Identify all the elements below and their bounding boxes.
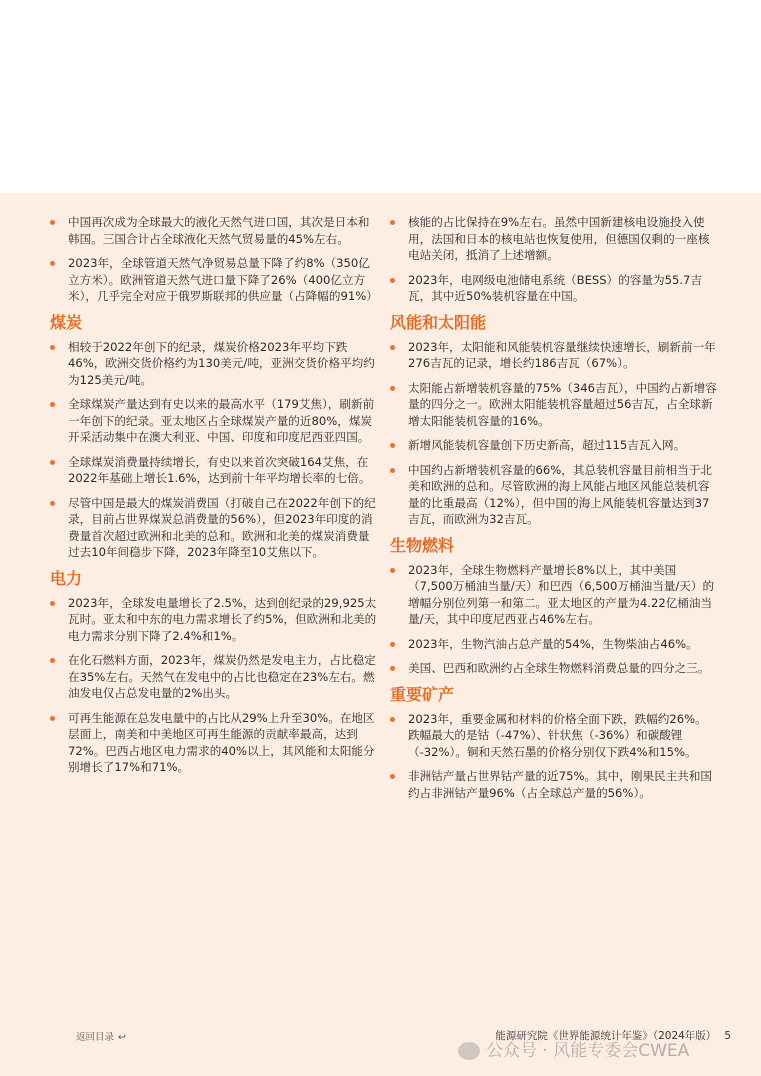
list-item: 2023年，全球生物燃料产量增长8%以上，其中美国（7,500万桶油当量/天）和巴西（6,500万桶油当量/天）的增幅分别位列第一和第二。亚太地区的产量为4.22亿桶油当量/天，其中印度尼西亚占46%左右。 [388, 562, 718, 628]
bullet-icon [50, 261, 55, 266]
bullet-icon [390, 717, 395, 722]
bullet-icon [50, 220, 55, 225]
bullet-icon [390, 468, 395, 473]
biofuel-list [388, 562, 718, 677]
bullet-icon [50, 601, 55, 606]
list-item: 尽管中国是最大的煤炭消费国（打破自己在2022年创下的纪录，目前占世界煤炭总消费量的56%），但2023年印度的消费量首次超过欧洲和北美的总和。欧洲和北美的煤炭消费量过去10年间稳步下降，2023年降至10艾焦以下。 [48, 495, 378, 561]
list-item: 全球煤炭产量达到有史以来的最高水平（179艾焦），刷新前一年创下的纪录。亚太地区占全球煤炭产量的近80%，煤炭开采活动集中在澳大利亚、中国、印度和印度尼西亚四国。 [48, 396, 378, 446]
bullet-icon [50, 460, 55, 465]
page-number: 5 [724, 1030, 731, 1042]
section-title-coal: 煤炭 [50, 312, 83, 332]
section-title-wind-solar: 风能和太阳能 [390, 312, 487, 332]
lng-list [48, 214, 378, 305]
list-item: 全球煤炭消费量持续增长，有史以来首次突破164艾焦，在2022年基础上增长1.6%，达到前十年平均增长率的七倍。 [48, 454, 378, 487]
bullet-icon [50, 716, 55, 721]
right-column [388, 214, 718, 809]
power-list [48, 595, 378, 776]
list-item: 美国、巴西和欧洲约占全球生物燃料消费总量的四分之三。 [388, 660, 718, 677]
section-title-minerals: 重要矿产 [390, 684, 455, 704]
publication-title: 能源研究院《世界能源统计年鉴》（2024年版） [495, 1030, 717, 1042]
list-item: 2023年，重要金属和材料的价格全面下跌，跌幅约26%。跌幅最大的是钴（-47%）、针状焦（-36%）和碳酸锂（-32%）。铜和天然石墨的价格分别仅下跌4%和15%。 [388, 711, 718, 761]
list-item: 中国再次成为全球最大的液化天然气进口国，其次是日本和韩国。三国合计占全球液化天然气贸易量的45%左右。 [48, 214, 378, 247]
bullet-icon [50, 501, 55, 506]
bullet-icon [390, 666, 395, 671]
back-to-toc-link[interactable] [76, 1029, 126, 1043]
bullet-icon [390, 568, 395, 573]
bullet-icon [390, 386, 395, 391]
watermark-text: 公众号 · 风能专委会CWEA [486, 1041, 690, 1061]
bullet-icon [390, 443, 395, 448]
list-item: 相较于2022年创下的纪录，煤炭价格2023年平均下跌46%，欧洲交货价格约为130美元/吨，亚洲交货价格平均约为125美元/吨。 [48, 339, 378, 389]
bullet-icon [50, 658, 55, 663]
list-item: 2023年，生物汽油占总产量的54%，生物柴油占46%。 [388, 636, 718, 653]
list-item: 2023年，太阳能和风能装机容量继续快速增长，刷新前一年276吉瓦的记录，增长约186吉瓦（67%）。 [388, 339, 718, 372]
left-column [48, 214, 378, 784]
minerals-list [388, 711, 718, 802]
list-item: 太阳能占新增装机容量的75%（346吉瓦），中国约占新增容量的四分之一。欧洲太阳能装机容量超过56吉瓦，占全球新增太阳能装机容量的16%。 [388, 380, 718, 430]
list-item: 2023年，全球管道天然气净贸易总量下降了约8%（350亿立方米）。欧洲管道天然气进口量下降了26%（400亿立方米），几乎完全对应于俄罗斯联邦的供应量（占降幅的91%） [48, 255, 378, 305]
bullet-icon [390, 642, 395, 647]
return-arrow-icon[interactable]: ↩ [118, 1032, 126, 1043]
section-title-biofuel: 生物燃料 [390, 535, 455, 555]
list-item: 2023年，电网级电池储电系统（BESS）的容量为55.7吉瓦，其中近50%装机容量在中国。 [388, 272, 718, 305]
nuclear-list [388, 214, 718, 305]
list-item: 非洲钴产量占世界钴产量的近75%。其中，刚果民主共和国约占非洲钴产量96%（占全球总产量的56%）。 [388, 768, 718, 801]
bullet-icon [390, 278, 395, 283]
bullet-icon [50, 345, 55, 350]
wechat-logo-icon [458, 1042, 480, 1060]
list-item: 中国约占新增装机容量的66%，其总装机容量目前相当于北美和欧洲的总和。尽管欧洲的海上风能占地区风能总装机容量的比重最高（12%），但中国的海上风能装机容量达到37吉瓦，而欧洲为32吉瓦。 [388, 462, 718, 528]
wind-solar-list [388, 339, 718, 528]
list-item: 2023年，全球发电量增长了2.5%，达到创纪录的29,925太瓦时。亚太和中东的电力需求增长了约5%，但欧洲和北美的电力需求分别下降了2.4%和1%。 [48, 595, 378, 645]
bullet-icon [390, 774, 395, 779]
section-title-power: 电力 [50, 568, 83, 588]
bullet-icon [390, 345, 395, 350]
watermark [458, 1036, 689, 1061]
bullet-icon [50, 402, 55, 407]
back-to-toc-label[interactable]: 返回目录 [76, 1032, 115, 1043]
list-item: 可再生能源在总发电量中的占比从29%上升至30%。在地区层面上，南美和中美地区可再生能源的贡献率最高，达到72%。巴西占地区电力需求的40%以上，其风能和太阳能分别增长了17%和71%。 [48, 710, 378, 776]
bullet-icon [390, 220, 395, 225]
list-item: 在化石燃料方面，2023年，煤炭仍然是发电主力，占比稳定在35%左右。天然气在发电中的占比也稳定在23%左右。燃油发电仅占总发电量的2%出头。 [48, 652, 378, 702]
list-item: 新增风能装机容量创下历史新高，超过115吉瓦入网。 [388, 437, 718, 454]
coal-list [48, 339, 378, 561]
list-item: 核能的占比保持在9%左右。虽然中国新建核电设施投入使用，法国和日本的核电站也恢复使用，但德国仅剩的一座核电站关闭，抵消了上述增额。 [388, 214, 718, 264]
